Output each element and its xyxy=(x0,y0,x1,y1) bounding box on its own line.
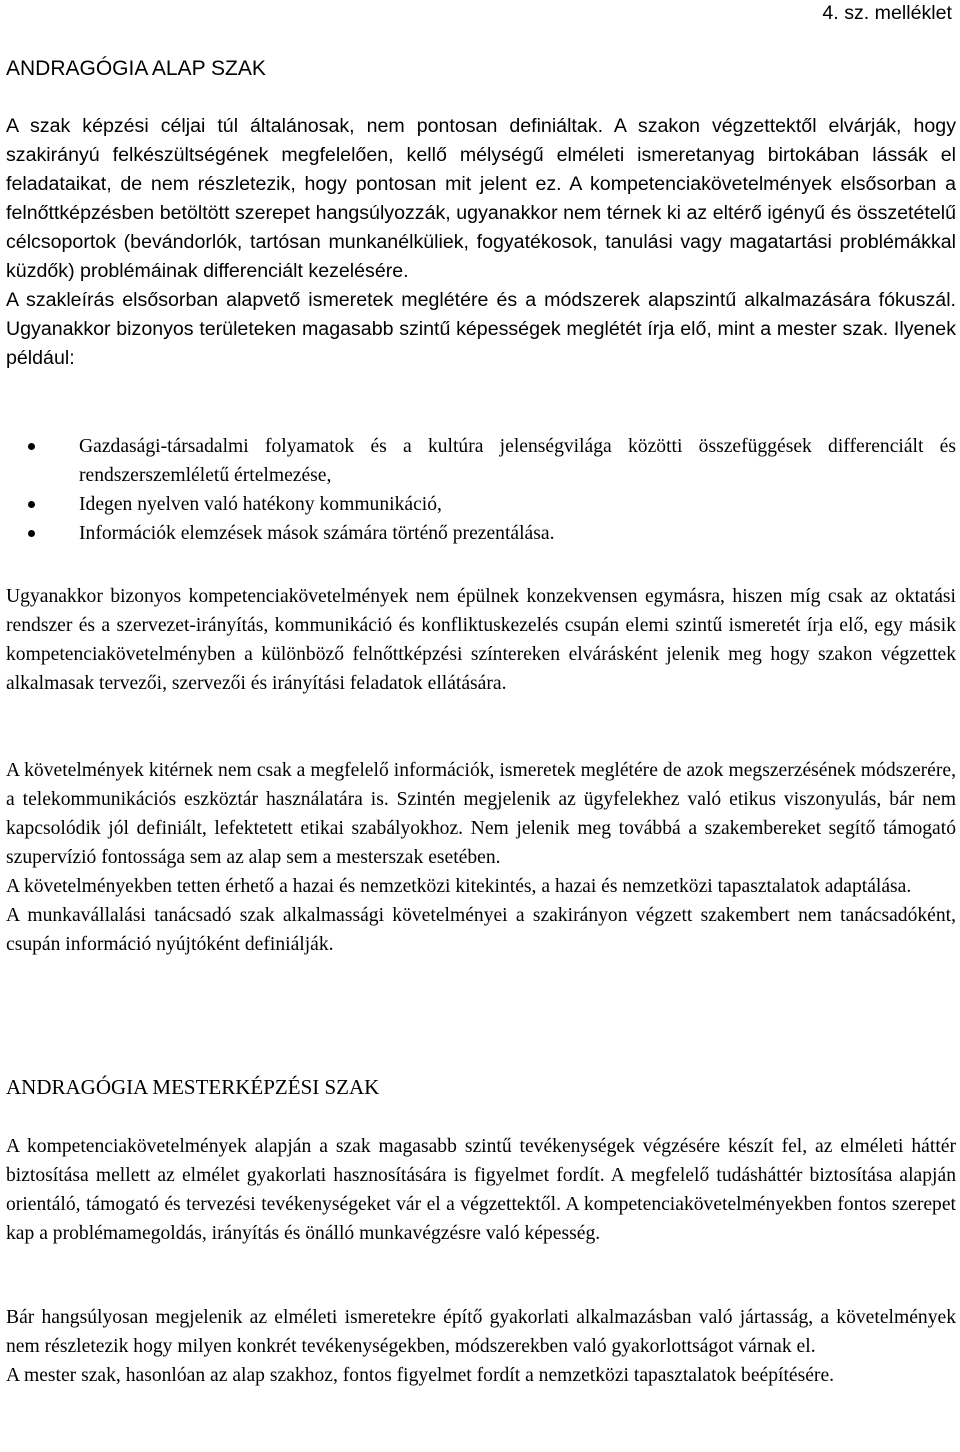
paragraph: A munkavállalási tanácsadó szak alkalmassági követelményei a szakirányon végzett szakembert nem tanácsadóként, csupán információ nyújtóként definiálják. xyxy=(6,905,956,955)
list-item xyxy=(6,519,956,548)
paragraph: A szak képzési céljai túl általánosak, nem pontosan definiáltak. A szakon végzettektől elvárják, hogy szakirányú felkészültségének megfelelően, kellő mélységű elméleti ismeretanyag birtokában lássák el feladataikat, de nem részletezik, hogy pontosan mit jelent ez. A kompetenciakövetelmények elsősorban a felnőttképzésben betöltött szerepet hangsúlyozzák, ugyanakkor nem térnek ki az eltérő igényű és összetételű célcsoportok (bevándorlók, tartósan munkanélküliek, fogyatékosok, tanulási vagy magatartási problémákkal küzdők) problémáinak differenciált kezelésére. xyxy=(6,115,956,282)
paragraph: A követelményekben tetten érhető a hazai és nemzetközi kitekintés, a hazai és nemzetközi tapasztalatok adaptálása. xyxy=(6,876,912,897)
paragraph: A szakleírás elsősorban alapvető ismeretek meglétére és a módszerek alapszintű alkalmazására fókuszál. Ugyanakkor bizonyos területeken magasabb szintű képességek meglétét írja elő, mint a mester szak. Ilyenek például: xyxy=(6,289,956,369)
list-item xyxy=(6,432,956,490)
annex-label: 4. sz. melléklet xyxy=(822,2,952,24)
list-item xyxy=(6,490,956,519)
paragraph: Bár hangsúlyosan megjelenik az elméleti ismeretekre építő gyakorlati alkalmazásban való jártasság, a követelmények nem részletezik hogy milyen konkrét tevékenységekben, módszerekben való gyakorlottságot várnak el. xyxy=(6,1307,956,1357)
bullet-icon xyxy=(28,501,35,508)
section-alap-requirements xyxy=(6,756,956,959)
section-alap-intro xyxy=(6,112,956,373)
bullet-icon xyxy=(28,530,35,537)
bullet-icon xyxy=(28,443,35,450)
list-item-text: Gazdasági-társadalmi folyamatok és a kultúra jelenségvilága közötti összefüggések differenciált és rendszerszemléletű értelmezése, xyxy=(79,436,956,486)
bullet-list xyxy=(6,432,956,548)
list-item-text: Idegen nyelven való hatékony kommunikáció, xyxy=(79,494,442,515)
section-mester-practice xyxy=(6,1303,956,1390)
paragraph: A követelmények kitérnek nem csak a megfelelő információk, ismeretek meglétére de azok megszerzésének módszerére, a telekommunikációs eszköztár használatára is. Szintén megjelenik az ügyfelekhez való etikus viszonyulás, bár nem kapcsolódik jól definiált, lefektetett etikai szabályokhoz. Nem jelenik meg továbbá a szakembereket segítő támogató szupervízió fontossága sem az alap sem a mesterszak esetében. xyxy=(6,760,956,868)
paragraph: A mester szak, hasonlóan az alap szakhoz, fontos figyelmet fordít a nemzetközi tapasztalatok beépítésére. xyxy=(6,1365,835,1386)
list-item-text: Információk elemzések mások számára történő prezentálása. xyxy=(79,523,555,544)
paragraph: Ugyanakkor bizonyos kompetenciakövetelmények nem épülnek konzekvensen egymásra, hiszen míg csak az oktatási rendszer és a szervezet-irányítás, kommunikáció és konfliktuskezelés csupán elemi szintű ismeretét írja elő, egy másik kompetenciakövetelményben a különböző felnőttképzési színtereken elvárásként jelenik meg hogy szakon végzettek alkalmasak tervezői, szervezői és irányítási feladatok ellátására. xyxy=(6,586,956,694)
section-title-alap: ANDRAGÓGIA ALAP SZAK xyxy=(6,57,266,80)
section-title-mester: ANDRAGÓGIA MESTERKÉPZÉSI SZAK xyxy=(6,1075,380,1099)
paragraph: A kompetenciakövetelmények alapján a szak magasabb szintű tevékenységek végzésére készít fel, az elméleti háttér biztosítása mellett az elmélet gyakorlati hasznosítására is figyelmet fordít. A megfelelő tudásháttér biztosítása alapján orientáló, támogató és tervezési tevékenységeket vár el a végzettektől. A kompetenciakövetelményekben fontos szerepet kap a problémamegoldás, irányítás és önálló munkavégzésre való képesség. xyxy=(6,1136,956,1244)
section-mester-intro xyxy=(6,1132,956,1248)
section-alap-consistency xyxy=(6,582,956,698)
